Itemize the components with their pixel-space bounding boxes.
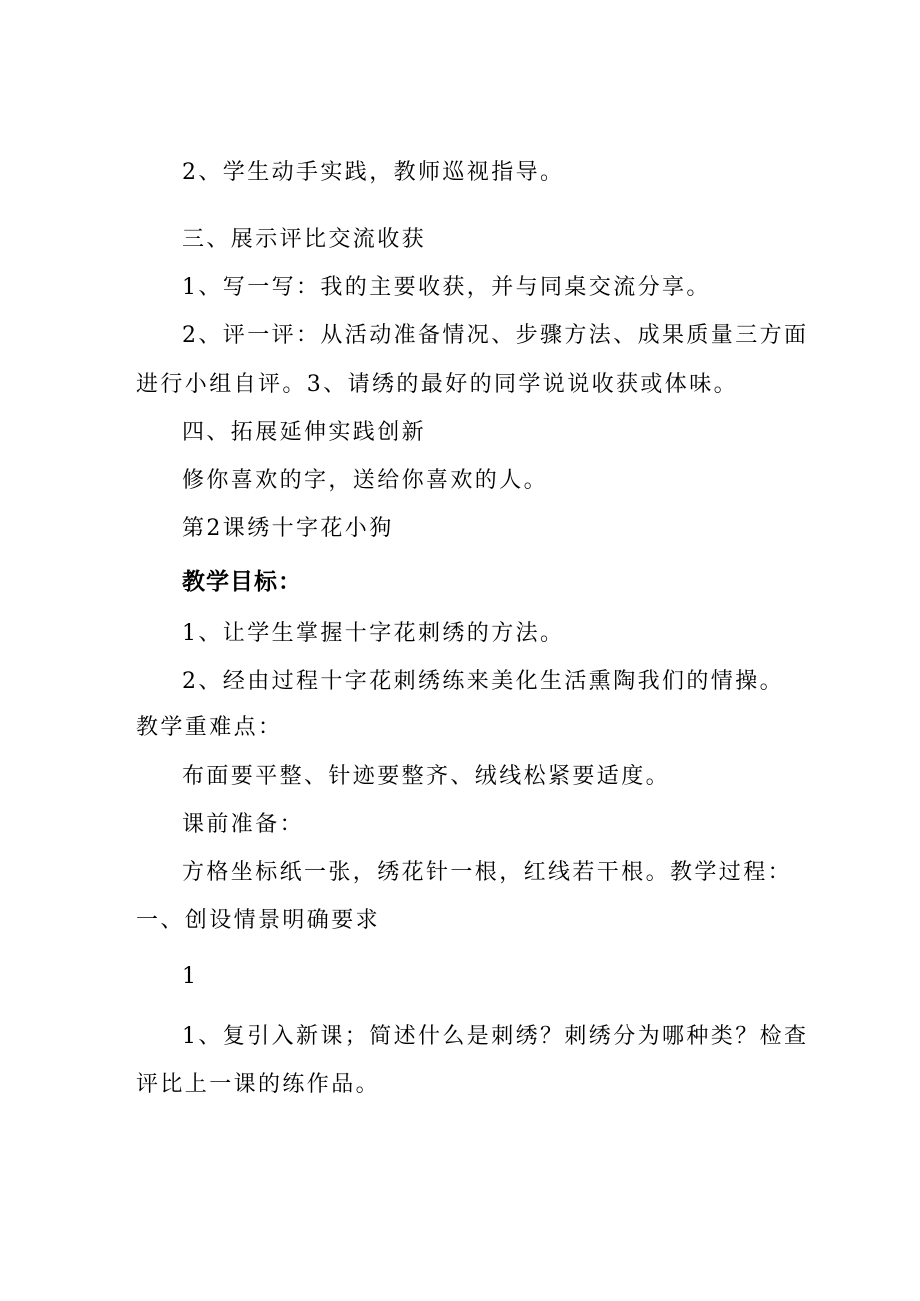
section-4-heading: 四、拓展延伸实践创新 (182, 420, 427, 445)
key-points-heading: 教学重难点： (136, 715, 283, 740)
page-number: 1 (182, 964, 196, 989)
section-3-heading: 三、展示评比交流收获 (182, 227, 427, 252)
lesson-2-title: 第2课绣十字花小狗 (182, 516, 394, 541)
preparation-heading: 课前准备： (182, 812, 305, 837)
step-2-evaluate: 2、评一评：从活动准备情况、步骤方法、成果质量三方面 (182, 323, 809, 348)
goal-2: 2、经由过程十字花刺绣练来美化生活熏陶我们的情操。 (182, 669, 784, 694)
step-1-write: 1、写一写：我的主要收获，并与同桌交流分享。 (182, 275, 711, 300)
step-1-review: 1、复引入新课；简述什么是刺绣？刺绣分为哪种类？检查 (182, 1024, 809, 1049)
step-2-practice: 2、学生动手实践，教师巡视指导。 (182, 160, 565, 185)
goal-1: 1、让学生掌握十字花刺绣的方法。 (182, 621, 565, 646)
preparation-text: 方格坐标纸一张，绣花针一根，红线若干根。教学过程： (182, 860, 793, 885)
teaching-goals-heading: 教学目标： (182, 569, 302, 595)
key-points-text: 布面要平整、针迹要整齐、绒线松紧要适度。 (182, 764, 671, 789)
extension-task: 修你喜欢的字，送给你喜欢的人。 (182, 468, 549, 493)
step-1-review-continued: 评比上一课的练作品。 (136, 1072, 381, 1097)
step-2-evaluate-continued: 进行小组自评。3、请绣的最好的同学说说收获或体味。 (136, 372, 738, 397)
section-1-heading: 一、创设情景明确要求 (136, 908, 381, 933)
